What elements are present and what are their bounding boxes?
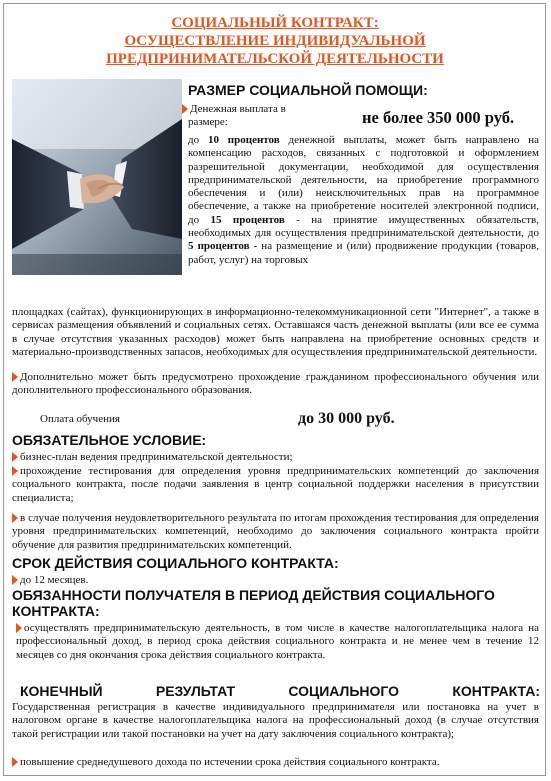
duties-heading-line-2: КОНТРАКТА: — [12, 603, 100, 619]
bullet-icon — [16, 623, 22, 633]
payment-label — [182, 103, 352, 130]
bullet-icon — [12, 757, 18, 767]
additional-training — [12, 371, 539, 398]
allocation-text-b: денежной выплаты, может быть направлено на компенсацию расходов, связанных с подготовкой и оформлением разрешительной документации, необходимой для осуществления предпринимательской деятельности, на приобретение программного обеспечения и (или) неисключительных прав на программное обеспечение, а также на приобретение носителей электронной подписи, до — [188, 134, 539, 226]
title-line-3: ПРЕДПРИНИМАТЕЛЬСКОЙ ДЕЯТЕЛЬНОСТИ — [106, 51, 444, 67]
allocation-bold-3: 5 процентов — [188, 240, 250, 253]
payment-label-line-2: размере: — [188, 116, 228, 129]
mandatory-item-2-text: прохождение тестирования для определения уровня предпринимательских компетенций до заключения социального контракта, после подачи заявления в центр социальной поддержки населения в присутствии специалиста; — [12, 465, 539, 504]
mandatory-item-1-text: бизнес-план ведения предпринимательской деятельности; — [20, 451, 293, 463]
bullet-icon — [12, 452, 18, 462]
additional-training-text: Дополнительно может быть предусмотрено прохождение гражданином профессионального обучения или дополнительного профессионального образования. — [12, 371, 539, 397]
term-item — [12, 574, 88, 587]
size-heading: РАЗМЕР СОЦИАЛЬНОЙ ПОМОЩИ: — [188, 82, 428, 98]
term-item-text: до 12 месяцев. — [20, 574, 89, 586]
training-amount: до 30 000 руб. — [298, 410, 395, 427]
result-item — [12, 756, 539, 769]
allocation-text-a: до — [188, 134, 208, 146]
bullet-icon — [182, 104, 188, 114]
mandatory-item-3-text: в случае получения неудовлетворительного результата по итогам прохождения тестирования для определения уровня предпринимательских компетенций, необходимо до заключения социального контракта пройти обучение для развития предпринимательских компетенций. — [12, 512, 539, 551]
mandatory-item-3 — [12, 512, 539, 552]
payment-label-line-1: Денежная выплата в — [190, 103, 286, 115]
title-line-1: СОЦИАЛЬНЫЙ КОНТРАКТ: — [171, 15, 379, 31]
result-text: Государственная регистрация в качестве индивидуального предпринимателя или постановка на учет в налоговом органе в качестве налогоплательщика налога на профессиональный доход (в случае отсутствия такой регистрации или такой постановки на учет на дату заключения социального контракта); — [12, 701, 539, 740]
duties-heading-line-1: ОБЯЗАННОСТИ ПОЛУЧАТЕЛЯ В ПЕРИОД ДЕЙСТВИЯ СОЦИАЛЬНОГО — [12, 587, 495, 603]
payment-amount: не более 350 000 руб. — [362, 108, 515, 127]
bullet-icon — [12, 513, 18, 523]
duties-heading — [12, 587, 539, 619]
page-title — [60, 14, 490, 68]
allocation-bold-2: 15 процентов — [210, 213, 285, 226]
title-line-2: ОСУЩЕСТВЛЕНИЕ ИНДИВИДУАЛЬНОЙ — [124, 33, 426, 49]
bullet-icon — [12, 372, 18, 382]
allocation-text-c: - на принятие имущественных обязательств, необходимых для осуществления предпринимательской деятельности, до — [188, 213, 539, 240]
result-item-text: повышение среднедушевого дохода по истечении срока действия социального контракта. — [20, 756, 440, 768]
duties-item — [16, 622, 539, 662]
handshake-photo — [12, 79, 182, 275]
term-heading: СРОК ДЕЙСТВИЯ СОЦИАЛЬНОГО КОНТРАКТА: — [12, 555, 339, 571]
mandatory-item-2 — [12, 465, 539, 505]
bullet-icon — [12, 466, 18, 476]
mandatory-heading: ОБЯЗАТЕЛЬНОЕ УСЛОВИЕ: — [12, 432, 207, 448]
mandatory-item-1 — [12, 451, 539, 464]
result-heading: КОНЕЧНЫЙ РЕЗУЛЬТАТ СОЦИАЛЬНОГО КОНТРАКТА: — [20, 683, 540, 699]
allocation-text-d: - на размещение и (или) продвижение продукции (товаров, работ, услуг) на торговых — [188, 240, 539, 266]
allocation-continued: площадках (сайтах), функционирующих в информационно-телекоммуникационной сети "Интернет", а также в сервисах размещения объявлений и социальных сетях. Оставшаяся часть денежной выплаты (или все ее сумма в случае отсутствия указанных расходов) может быть направлена на приобретение основных средств и материально-производственных запасов, необходимых для осуществления предпринимательской деятельности. — [12, 306, 539, 358]
duties-item-text: осуществлять предпринимательскую деятельность, в том числе в качестве налогоплательщика налога на профессиональный доход, в период срока действия социального контракта и не менее чем в течение 12 месяцев со дня окончания срока действия социального контракта. — [16, 622, 539, 661]
allocation-paragraph — [188, 134, 539, 267]
allocation-bold-1: 10 процентов — [207, 134, 280, 146]
training-label: Оплата обучения — [40, 413, 120, 425]
bullet-icon — [12, 575, 18, 585]
